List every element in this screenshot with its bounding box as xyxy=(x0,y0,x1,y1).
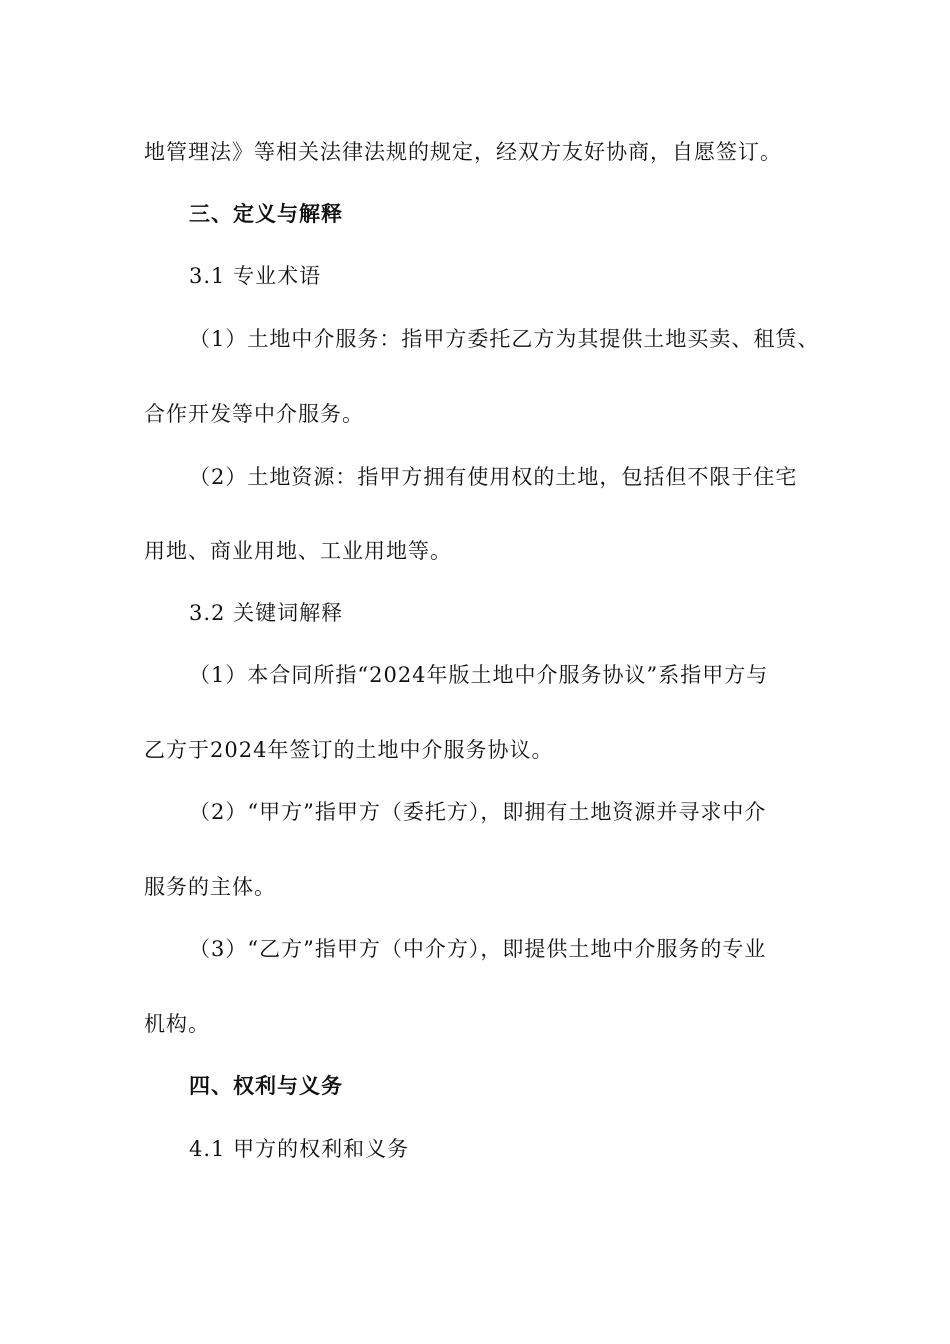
paragraph-continuation: 地管理法》等相关法律法规的规定，经双方友好协商，自愿签订。 xyxy=(144,140,782,164)
keyword-2-line-1: （2）“甲方”指甲方（委托方），即拥有土地资源并寻求中介 xyxy=(189,800,767,824)
keyword-3-line-2: 机构。 xyxy=(144,1012,210,1036)
keyword-2-line-2: 服务的主体。 xyxy=(144,875,276,899)
keyword-1-line-1: （1）本合同所指“2024年版土地中介服务协议”系指甲方与 xyxy=(189,663,769,687)
section-heading-3: 三、定义与解释 xyxy=(189,202,343,226)
subsection-heading-3-2: 3.2 关键词解释 xyxy=(189,601,344,625)
definition-2-line-2: 用地、商业用地、工业用地等。 xyxy=(144,539,452,563)
subsection-heading-4-1: 4.1 甲方的权利和义务 xyxy=(189,1137,410,1161)
subsection-heading-3-1: 3.1 专业术语 xyxy=(189,264,322,288)
keyword-3-line-1: （3）“乙方”指甲方（中介方），即提供土地中介服务的专业 xyxy=(189,937,767,961)
definition-1-line-1: （1）土地中介服务：指甲方委托乙方为其提供土地买卖、租赁、 xyxy=(189,327,820,351)
keyword-1-line-2: 乙方于2024年签订的土地中介服务协议。 xyxy=(144,738,554,762)
definition-1-line-2: 合作开发等中介服务。 xyxy=(144,402,364,426)
definition-2-line-1: （2）土地资源：指甲方拥有使用权的土地，包括但不限于住宅 xyxy=(189,465,798,489)
section-heading-4: 四、权利与义务 xyxy=(189,1074,343,1098)
